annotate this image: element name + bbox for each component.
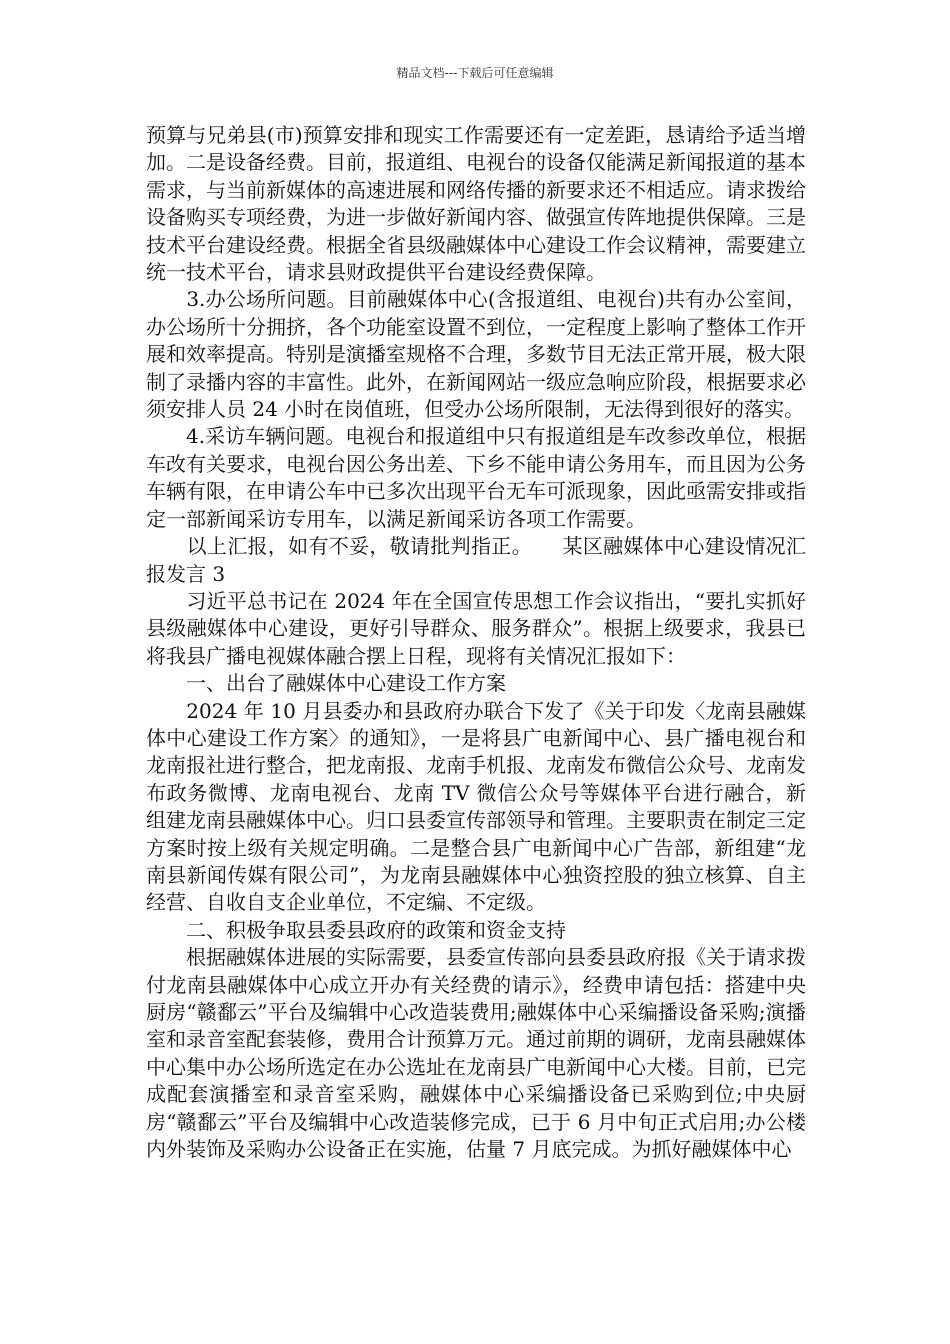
section-heading: 二、积极争取县委县政府的政策和资金支持 bbox=[146, 917, 566, 942]
paragraph: 根据融媒体进展的实际需要，县委宣传部向县委县政府报《关于请求拨付龙南县融媒体中心成立开办有关经费的请示》，经费申请包括：搭建中央厨房“赣鄱云”平台及编辑中心改造装费用;融媒体中心采编播设备采购;演播室和录音室配套装修，费用合计预算万元。通过前期的调研，龙南县融媒体中心集中办公场所选定在办公选址在龙南县广电新闻中心大楼。目前，已完成配套演播室和录音室采购，融媒体中心采编播设备已采购到位;中央厨房“赣鄱云”平台及编辑中心改造装修完成，已于 6 月中旬正式启用;办公楼内外装饰及采购办公设备正在实施，估量 7 月底完成。为抓好融媒体中心 bbox=[146, 945, 806, 1162]
section-heading: 一、出台了融媒体中心建设工作方案 bbox=[146, 671, 506, 696]
document-body bbox=[146, 122, 806, 1163]
paragraph: 4.采访车辆问题。电视台和报道组中只有报道组是车改参改单位，根据车改有关要求，电视台因公务出差、下乡不能申请公务用车，而且因为公务车辆有限，在申请公车中已多次出现平台无车可派现象，因此亟需安排或指定一部新闻采访专用车，以满足新闻采访各项工作需要。 bbox=[146, 424, 806, 531]
paragraph: 以上汇报，如有不妥，敬请批判指正。 某区融媒体中心建设情况汇报发言 3 bbox=[146, 534, 806, 586]
paragraph: 预算与兄弟县(市)预算安排和现实工作需要还有一定差距，恳请给予适当增加。二是设备经费。目前，报道组、电视台的设备仅能满足新闻报道的基本需求，与当前新媒体的高速进展和网络传播的新要求还不相适应。请求拨给设备购买专项经费，为进一步做好新闻内容、做强宣传阵地提供保障。三是技术平台建设经费。根据全省县级融媒体中心建设工作会议精神，需要建立统一技术平台，请求县财政提供平台建设经费保障。 bbox=[146, 123, 806, 285]
paragraph: 习近平总书记在 2024 年在全国宣传思想工作会议指出，“要扎实抓好县级融媒体中心建设，更好引导群众、服务群众”。根据上级要求，我县已将我县广播电视媒体融合摆上日程，现将有关情况汇报如下： bbox=[146, 588, 806, 668]
page-header: 精品文档---下载后可任意编辑 bbox=[396, 66, 554, 80]
paragraph: 3.办公场所问题。目前融媒体中心(含报道组、电视台)共有办公室间，办公场所十分拥挤，各个功能室设置不到位，一定程度上影响了整体工作开展和效率提高。特别是演播室规格不合理，多数节目无法正常开展，极大限制了录播内容的丰富性。此外，在新闻网站一级应急响应阶段，根据要求必须安排人员 24 小时在岗值班，但受办公场所限制，无法得到很好的落实。 bbox=[146, 287, 806, 422]
paragraph: 2024 年 10 月县委办和县政府办联合下发了《关于印发〈龙南县融媒体中心建设工作方案〉的通知》，一是将县广电新闻中心、县广播电视台和龙南报社进行整合，把龙南报、龙南手机报、龙南发布微信公众号、龙南发布政务微博、龙南电视台、龙南 TV 微信公众号等媒体平台进行融合，新组建龙南县融媒体中心。归口县委宣传部领导和管理。主要职责在制定三定方案时按上级有关规定明确。二是整合县广电新闻中心广告部，新组建“龙南县新闻传媒有限公司”，为龙南县融媒体中心独资控股的独立核算、自主经营、自收自支企业单位，不定编、不定级。 bbox=[146, 698, 806, 915]
